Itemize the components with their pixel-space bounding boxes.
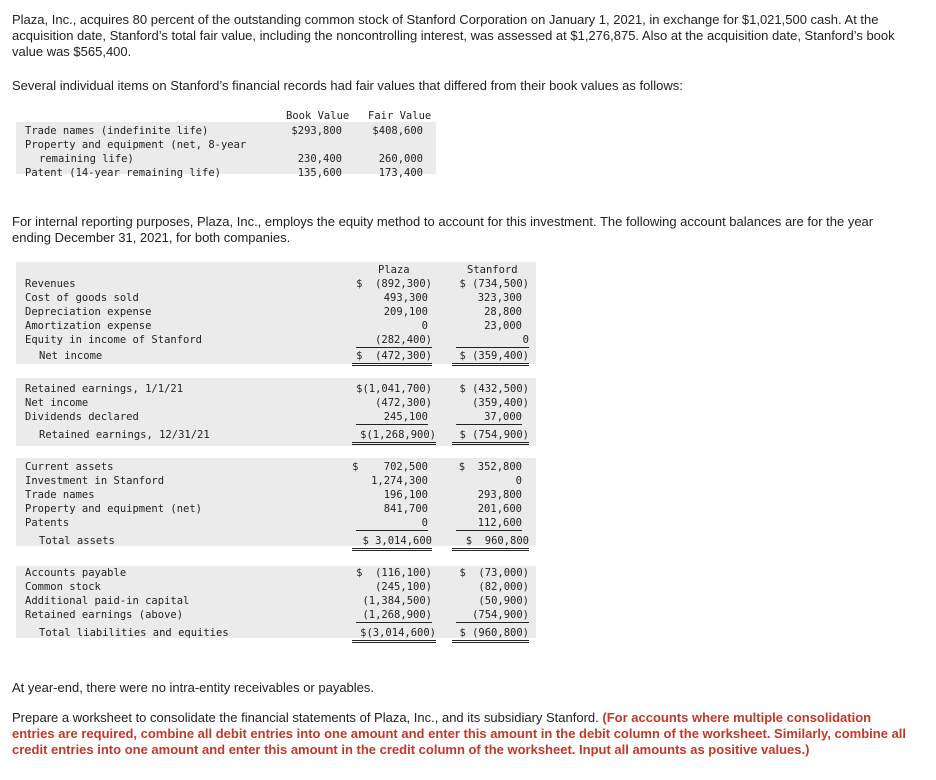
- fv-row-book: $293,800: [291, 125, 342, 137]
- fv-row-book: 135,600: [297, 167, 342, 179]
- plaza-total: $(1,268,900): [352, 428, 436, 445]
- row-label: Depreciation expense: [25, 306, 152, 318]
- stanford-value: $ (432,500): [459, 383, 529, 395]
- stanford-total: $ (359,400): [452, 349, 529, 366]
- stanford-value: (359,400): [472, 397, 529, 409]
- header-fair-value: Fair Value: [368, 110, 432, 122]
- plaza-value: (245,100): [375, 581, 432, 593]
- row-label: Patents: [25, 517, 70, 529]
- stanford-total: $ (960,800): [452, 626, 529, 643]
- row-label: Current assets: [25, 461, 114, 473]
- plaza-value: 209,100: [383, 306, 428, 318]
- stanford-value: $ (73,000): [459, 567, 529, 579]
- intro-paragraph-2: Several individual items on Stanford’s financial records had fair values that differed from their book values as follows:: [12, 78, 683, 93]
- stanford-value: 112,600: [456, 516, 522, 531]
- row-label: Net income: [25, 397, 89, 409]
- stanford-value: 0: [456, 333, 529, 348]
- header-stanford: Stanford: [467, 264, 518, 276]
- stanford-value: 37,000: [456, 410, 522, 425]
- header-book-value: Book Value: [286, 110, 350, 122]
- row-label: Retained earnings, 1/1/21: [25, 383, 184, 395]
- fv-row-book: 230,400: [297, 153, 342, 165]
- plaza-value: (472,300): [375, 397, 432, 409]
- row-label: Property and equipment (net): [25, 503, 203, 515]
- plaza-total: $(3,014,600): [352, 626, 436, 643]
- plaza-value: 245,100: [356, 410, 428, 425]
- stanford-value: (754,900): [456, 608, 529, 623]
- stanford-value: $ 352,800: [458, 461, 522, 473]
- plaza-value: 0: [421, 320, 428, 332]
- fv-row-fair: $408,600: [372, 125, 423, 137]
- stanford-value: $ (734,500): [459, 278, 529, 290]
- instructions-emphasis: (For accounts where multiple consolidation entries are required, combine all debit entries into one amount and enter this amount in the debit column of the worksheet. Similarly, combine all credit entries into one amount and enter this amount in the credit column of the worksheet. Input all amounts as positive values.): [12, 710, 907, 757]
- fv-row-fair: 173,400: [378, 167, 423, 179]
- stanford-total: $ 960,800: [452, 534, 529, 551]
- row-label: Dividends declared: [25, 411, 139, 423]
- stanford-total: $ (754,900): [452, 428, 529, 445]
- plaza-total: $ (472,300): [352, 349, 432, 366]
- row-label: Retained earnings (above): [25, 609, 184, 621]
- fv-row-label: Property and equipment (net, 8-year: [25, 139, 247, 151]
- row-label: Common stock: [25, 581, 101, 593]
- header-plaza: Plaza: [378, 264, 410, 276]
- plaza-value: 841,700: [383, 503, 428, 515]
- fv-row-label-cont: remaining life): [39, 153, 134, 165]
- row-label: Cost of goods sold: [25, 292, 139, 304]
- row-label: Equity in income of Stanford: [25, 334, 203, 346]
- plaza-total: $ 3,014,600: [352, 534, 432, 551]
- plaza-value: $(1,041,700): [356, 383, 432, 395]
- stanford-value: (50,900): [478, 595, 529, 607]
- fv-row-fair: 260,000: [378, 153, 423, 165]
- plaza-value: 196,100: [383, 489, 428, 501]
- plaza-value: 493,300: [383, 292, 428, 304]
- stanford-value: (82,000): [478, 581, 529, 593]
- row-label: Trade names: [25, 489, 95, 501]
- stanford-value: 201,600: [477, 503, 522, 515]
- stanford-value: 323,300: [477, 292, 522, 304]
- stanford-value: 23,000: [484, 320, 522, 332]
- account-balances-table: [16, 262, 536, 658]
- equity-method-paragraph: For internal reporting purposes, Plaza, Inc., employs the equity method to account for this investment. The following account balances are for the year ending December 31, 2021, for both companies.: [12, 214, 874, 245]
- row-label: Amortization expense: [25, 320, 152, 332]
- fv-row-label: Trade names (indefinite life): [25, 125, 209, 137]
- instructions-paragraph: [12, 710, 912, 758]
- row-label-total: Total assets: [39, 535, 115, 547]
- row-label: Investment in Stanford: [25, 475, 165, 487]
- plaza-value: $ (116,100): [356, 567, 432, 579]
- no-intra-entity-note: At year-end, there were no intra-entity receivables or payables.: [12, 680, 375, 695]
- row-label-total: Total liabilities and equities: [39, 627, 229, 639]
- stanford-value: 0: [515, 475, 522, 487]
- row-label: Additional paid-in capital: [25, 595, 190, 607]
- row-label: Revenues: [25, 278, 76, 290]
- plaza-value: 0: [356, 516, 428, 531]
- plaza-value: (1,268,900): [356, 608, 432, 623]
- plaza-value: (1,384,500): [362, 595, 432, 607]
- row-label-total: Retained earnings, 12/31/21: [39, 429, 210, 441]
- row-label: Accounts payable: [25, 567, 127, 579]
- plaza-value: (282,400): [356, 333, 432, 348]
- stanford-value: 28,800: [484, 306, 522, 318]
- plaza-value: $ (892,300): [356, 278, 432, 290]
- row-label-total: Net income: [39, 350, 103, 362]
- stanford-value: 293,800: [477, 489, 522, 501]
- fv-row-label: Patent (14-year remaining life): [25, 167, 221, 179]
- intro-paragraph: Plaza, Inc., acquires 80 percent of the outstanding common stock of Stanford Corporation on January 1, 2021, in exchange for $1,021,500 cash. At the acquisition date, Stanford’s total fair value, including the noncontrolling interest, was assessed at $1,276,875. Also at the acquisition date, Stanford’s book value was $565,400.: [12, 12, 895, 59]
- plaza-value: $ 702,500: [352, 461, 428, 473]
- fair-value-table: [16, 109, 436, 184]
- plaza-value: 1,274,300: [371, 475, 428, 487]
- instructions-text: Prepare a worksheet to consolidate the financial statements of Plaza, Inc., and its subsidiary Stanford.: [12, 710, 603, 725]
